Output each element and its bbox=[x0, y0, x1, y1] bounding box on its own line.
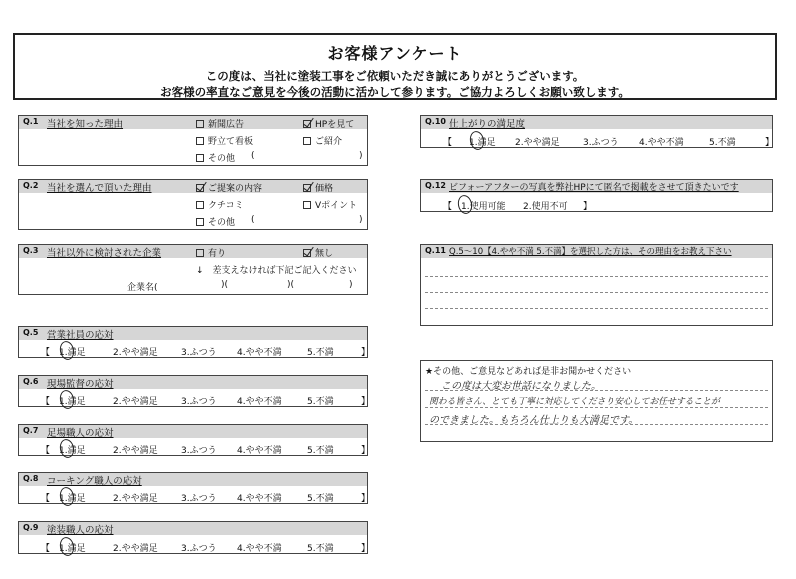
rating-option-4[interactable]: 4.やや不満 bbox=[237, 446, 282, 456]
question-1-title: 当社を知った理由 bbox=[47, 119, 124, 130]
question-1-number: Q.1 bbox=[23, 117, 39, 126]
rating-option-4[interactable]: 4.やや不満 bbox=[237, 544, 282, 554]
intro-line-2: お客様の率直なご意見を今後の活動に活かして参ります。ご協力よろしくお願い致します。 bbox=[160, 85, 630, 99]
q3-paren-sep-2: )( bbox=[287, 280, 295, 290]
q3-option-no[interactable]: 無し bbox=[303, 246, 333, 259]
q3-paren-close: ) bbox=[349, 280, 353, 290]
q3-company-field-3[interactable] bbox=[301, 280, 346, 290]
bracket-open: 【 bbox=[41, 544, 51, 554]
rating-option-4[interactable]: 4.やや不満 bbox=[237, 397, 282, 407]
question-11-title: Q.5～10【4.やや不満 5.不満】を選択した方は、その理由をお教え下さい bbox=[449, 247, 732, 257]
checked-checkbox-icon bbox=[303, 120, 311, 128]
checkbox-icon bbox=[196, 201, 204, 209]
q1-option-newspaper[interactable]: 新聞広告 bbox=[196, 117, 244, 130]
rating-option-1[interactable]: 1.満足 bbox=[59, 446, 86, 456]
selected-circle-icon bbox=[58, 389, 76, 410]
selected-circle-icon bbox=[456, 194, 474, 215]
rating-option-4[interactable]: 4.やや不満 bbox=[639, 138, 684, 148]
bracket-close: 】 bbox=[361, 397, 371, 407]
rating-option-2[interactable]: 2.やや満足 bbox=[113, 397, 158, 407]
question-7-number: Q.7 bbox=[23, 426, 39, 435]
page-title: お客様アンケート bbox=[327, 44, 463, 63]
rating-option-5[interactable]: 5.不満 bbox=[307, 446, 334, 456]
handwritten-comment-3: のできました。もちろん仕上りも大満足です。 bbox=[429, 415, 639, 426]
checked-checkbox-icon bbox=[196, 184, 204, 192]
q12-option-allowed[interactable]: 1.使用可能 bbox=[461, 202, 506, 212]
rating-option-2[interactable]: 2.やや満足 bbox=[113, 544, 158, 554]
q1-option-website[interactable]: HPを見て bbox=[303, 117, 354, 130]
handwritten-comment-1: この度は大変お世話になりました。 bbox=[441, 381, 601, 392]
bracket-close: 】 bbox=[583, 202, 593, 212]
rating-option-1[interactable]: 1.満足 bbox=[59, 348, 86, 358]
question-2-box bbox=[18, 179, 368, 230]
rating-option-2[interactable]: 2.やや満足 bbox=[515, 138, 560, 148]
q1-option-other[interactable]: その他 bbox=[196, 151, 235, 164]
question-6-box bbox=[18, 375, 371, 407]
question-9-title: 塗装職人の応対 bbox=[47, 525, 114, 536]
question-9-header bbox=[19, 522, 367, 535]
q1-other-paren-close: ) bbox=[359, 151, 363, 161]
selected-circle-icon bbox=[58, 536, 76, 557]
question-5-header bbox=[19, 327, 367, 340]
question-2-title: 当社を選んで頂いた理由 bbox=[47, 183, 152, 194]
question-11-number: Q.11 bbox=[425, 246, 446, 255]
q2-other-paren-open: ( bbox=[251, 215, 255, 225]
question-8-title: コーキング職人の応対 bbox=[47, 476, 142, 487]
q1-other-paren-open: ( bbox=[251, 151, 255, 161]
rating-option-2[interactable]: 2.やや満足 bbox=[113, 494, 158, 504]
question-10-box bbox=[420, 115, 773, 148]
intro-line-1: この度は、当社に塗装工事をご依頼いただき誠にありがとうございます。 bbox=[205, 69, 585, 83]
q2-option-proposal[interactable]: ご提案の内容 bbox=[196, 181, 262, 194]
comments-box bbox=[420, 360, 773, 442]
question-12-number: Q.12 bbox=[425, 181, 446, 190]
checkbox-icon bbox=[196, 218, 204, 226]
checkbox-icon bbox=[303, 137, 311, 145]
handwritten-comment-2: 関わる皆さん、とても丁寧に対応してくださり安心してお任せすることが bbox=[429, 397, 720, 407]
comments-title: ★その他、ご意見などあれば是非お聞かせください bbox=[425, 367, 632, 377]
bracket-open: 【 bbox=[443, 138, 453, 148]
q3-company-field-1[interactable] bbox=[169, 280, 219, 290]
rating-option-3[interactable]: 3.ふつう bbox=[181, 544, 217, 554]
comment-line-2[interactable] bbox=[425, 407, 768, 408]
bracket-open: 【 bbox=[41, 397, 51, 407]
q3-company-field-2[interactable] bbox=[235, 280, 285, 290]
q3-paren-sep-1: )( bbox=[221, 280, 229, 290]
question-3-title: 当社以外に検討された企業 bbox=[47, 248, 162, 259]
q2-option-vpoint[interactable]: Vポイント bbox=[303, 198, 357, 211]
rating-option-3[interactable]: 3.ふつう bbox=[583, 138, 619, 148]
q3-note: ↓ 差支えなければ下記ご記入ください bbox=[196, 266, 357, 276]
question-5-title: 営業社員の応対 bbox=[47, 330, 114, 341]
question-6-title: 現場監督の応対 bbox=[47, 379, 114, 390]
question-8-number: Q.8 bbox=[23, 474, 39, 483]
q2-other-paren-close: ) bbox=[359, 215, 363, 225]
question-10-number: Q.10 bbox=[425, 117, 446, 126]
rating-option-5[interactable]: 5.不満 bbox=[307, 397, 334, 407]
question-1-box bbox=[18, 115, 368, 166]
question-3-box bbox=[18, 244, 368, 295]
bracket-close: 】 bbox=[361, 494, 371, 504]
rating-option-3[interactable]: 3.ふつう bbox=[181, 397, 217, 407]
rating-option-3[interactable]: 3.ふつう bbox=[181, 348, 217, 358]
rating-option-4[interactable]: 4.やや不満 bbox=[237, 494, 282, 504]
answer-line-3[interactable] bbox=[425, 308, 768, 309]
question-7-title: 足場職人の応対 bbox=[47, 428, 114, 439]
q1-option-referral[interactable]: ご紹介 bbox=[303, 134, 342, 147]
bracket-close: 】 bbox=[361, 446, 371, 456]
q12-option-not-allowed[interactable]: 2.使用不可 bbox=[523, 202, 568, 212]
bracket-open: 【 bbox=[443, 202, 453, 212]
rating-option-1[interactable]: 1.満足 bbox=[59, 397, 86, 407]
rating-option-3[interactable]: 3.ふつう bbox=[181, 446, 217, 456]
rating-option-1[interactable]: 1.満足 bbox=[59, 544, 86, 554]
rating-option-5[interactable]: 5.不満 bbox=[709, 138, 736, 148]
answer-line-2[interactable] bbox=[425, 292, 768, 293]
checkbox-icon bbox=[303, 201, 311, 209]
selected-circle-icon bbox=[58, 438, 76, 459]
checked-checkbox-icon bbox=[303, 184, 311, 192]
question-11-box bbox=[420, 244, 773, 326]
rating-option-5[interactable]: 5.不満 bbox=[307, 348, 334, 358]
selected-circle-icon bbox=[468, 130, 486, 151]
answer-line-1[interactable] bbox=[425, 276, 768, 277]
bracket-open: 【 bbox=[41, 348, 51, 358]
question-7-header bbox=[19, 425, 367, 438]
question-12-header bbox=[421, 180, 772, 193]
q2-option-reviews[interactable]: クチコミ bbox=[196, 198, 244, 211]
survey-header bbox=[13, 33, 777, 100]
question-6-number: Q.6 bbox=[23, 377, 39, 386]
bracket-close: 】 bbox=[765, 138, 775, 148]
question-11-header bbox=[421, 245, 772, 258]
question-8-box bbox=[18, 472, 371, 504]
question-9-number: Q.9 bbox=[23, 523, 39, 532]
checkbox-icon bbox=[196, 154, 204, 162]
question-9-box bbox=[18, 521, 371, 554]
question-5-number: Q.5 bbox=[23, 328, 39, 337]
rating-option-5[interactable]: 5.不満 bbox=[307, 494, 334, 504]
checkbox-icon bbox=[196, 249, 204, 257]
rating-option-3[interactable]: 3.ふつう bbox=[181, 494, 217, 504]
q2-option-other[interactable]: その他 bbox=[196, 215, 235, 228]
q1-option-signboard[interactable]: 野立て看板 bbox=[196, 134, 253, 147]
rating-option-5[interactable]: 5.不満 bbox=[307, 544, 334, 554]
question-6-header bbox=[19, 376, 367, 389]
question-12-box bbox=[420, 179, 773, 212]
selected-circle-icon bbox=[58, 340, 76, 361]
question-12-title: ビフォーアフターの写真を弊社HPにて匿名で掲載をさせて頂きたいです bbox=[449, 183, 739, 193]
question-8-header bbox=[19, 473, 367, 486]
checkbox-icon bbox=[196, 120, 204, 128]
q3-option-yes[interactable]: 有り bbox=[196, 246, 226, 259]
question-2-number: Q.2 bbox=[23, 181, 39, 190]
rating-option-1[interactable]: 1.満足 bbox=[469, 138, 496, 148]
bracket-open: 【 bbox=[41, 494, 51, 504]
question-7-box bbox=[18, 424, 371, 456]
checked-checkbox-icon bbox=[303, 249, 311, 257]
question-10-header bbox=[421, 116, 772, 129]
bracket-close: 】 bbox=[361, 544, 371, 554]
selected-circle-icon bbox=[58, 486, 76, 507]
q3-company-label: 企業名( bbox=[127, 283, 158, 293]
question-10-title: 仕上がりの満足度 bbox=[449, 119, 526, 130]
q2-option-price[interactable]: 価格 bbox=[303, 181, 333, 194]
bracket-open: 【 bbox=[41, 446, 51, 456]
checkbox-icon bbox=[196, 137, 204, 145]
rating-option-4[interactable]: 4.やや不満 bbox=[237, 348, 282, 358]
rating-option-1[interactable]: 1.満足 bbox=[59, 494, 86, 504]
rating-option-2[interactable]: 2.やや満足 bbox=[113, 446, 158, 456]
question-5-box bbox=[18, 326, 371, 358]
rating-option-2[interactable]: 2.やや満足 bbox=[113, 348, 158, 358]
question-3-number: Q.3 bbox=[23, 246, 39, 255]
bracket-close: 】 bbox=[361, 348, 371, 358]
